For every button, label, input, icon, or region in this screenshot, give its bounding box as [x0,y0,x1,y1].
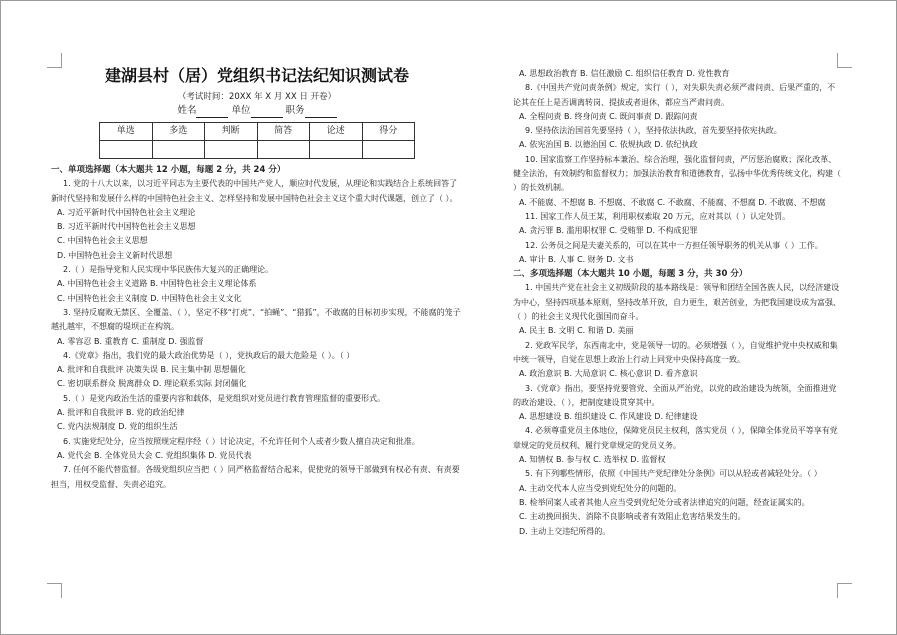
question-text: 3.《党章》指出，要坚持党要管党、全面从严治党，以党的政治建设为统领，全面推进党的政治建设、（ ），把制度建设贯穿其中。 [513,383,837,407]
exam-info-line [51,104,463,118]
question-text: 8.《中国共产党问责条例》规定，实行（ ），对失职失责必须严肃问责、后果严重的，不论其在任上是否调离转岗、提拔或者退休，都应当严肃问责。 [513,83,836,107]
question-text: 3. 坚持反腐败无禁区、全覆盖、（ ），坚定不移“打虎”、“拍蝇”、“猎狐”，不敢腐的目标初步实现，不能腐的笼子越扎越牢，不想腐的堤坝正在构筑。 [51,307,461,332]
score-header-cell: 单选 [100,123,153,141]
score-value-cell [100,141,153,159]
crop-mark-bottom-left [47,583,62,598]
answer-options: A. 思想政治教育 B. 信任激励 C. 组织信任教育 D. 党性教育 [519,69,730,78]
answer-options: A. 思想建设 B. 组织建设 C. 作风建设 D. 纪律建设 [519,412,698,422]
score-header-cell: 判断 [205,123,258,141]
question-text: 2. 党政军民学，东西南北中，党是领导一切的。必须增强（ ），自觉维护党中央权威和集中统一领导，自觉在思想上政治上行动上同党中央保持高度一致。 [513,340,838,364]
answer-options: A. 民主 B. 文明 C. 和谐 D. 美丽 [519,326,634,336]
question-text: 12. 公务员之间是夫妻关系的，可以在其中一方担任领导职务的机关从事（ ）工作。 [525,240,823,250]
post-blank [305,108,337,118]
question-text: 10. 国家监察工作坚持标本兼治、综合治理，强化监督问责，严厉惩治腐败；深化改革、健全法治，有效制约和监督权力；加强法治教育和道德教育，弘扬中华优秀传统文化，构建（ ）的长效机制。 [513,154,841,193]
question-text: 6. 实施党纪处分，应当按照规定程序经（ ）讨论决定，不允许任何个人或者少数人擅自决定和批准。 [63,436,420,446]
score-header-cell: 多选 [152,123,205,141]
score-value-cell [152,141,205,159]
name-blank [196,108,228,118]
question-text: 4. 必须尊重党员主体地位，保障党员民主权利，落实党员（ ），保障全体党员平等享有党章规定的党员权利、履行党章规定的党员义务。 [513,426,838,450]
answer-options: A. 零容忍 B. 重教育 C. 重制度 D. 强监督 [57,336,204,346]
answer-options: C. 党内法规制度 D. 党的组织生活 [57,422,178,432]
question-text: 4.《党章》指出，我们党的最大政治优势是（ ），党执政后的最大危险是（ ）。（ ） [63,350,355,360]
answer-options: A. 中国特色社会主义道路 B. 中国特色社会主义理论体系 [57,279,257,289]
score-table-value-row [100,141,415,159]
left-column [51,65,463,492]
section-heading: 二、多项选择题（本大题共 10 小题，每题 3 分，共 30 分） [513,269,748,280]
score-value-cell [205,141,258,159]
score-value-cell [362,141,415,159]
answer-options: A. 主动交代本人应当受到党纪处分的问题的。 [519,483,682,493]
score-header-cell: 论述 [310,123,363,141]
answer-options: A. 政治意识 B. 大局意识 C. 核心意识 D. 看齐意识 [519,369,698,379]
crop-mark-bottom-right [837,583,852,598]
answer-options: C. 中国特色社会主义制度 D. 中国特色社会主义文化 [57,293,242,303]
question-text: 1. 党的十八大以来，以习近平同志为主要代表的中国共产党人，顺应时代发展，从理论和实践结合上系统回答了新时代坚持和发展什么样的中国特色社会主义、怎样坚持和发展中国特色社会主义这个重大时代课题，创立了（ ）。 [51,179,458,203]
question-text: 5. 有下列哪些情形，依照《中国共产党纪律处分条例》可以从轻或者减轻处分。（ ） [525,469,822,479]
answer-options: A. 党代会 B. 全体党员大会 C. 党组织集体 D. 党员代表 [57,450,252,460]
score-value-cell [257,141,310,159]
question-text: 1. 中国共产党在社会主义初级阶段的基本路线是：领导和团结全国各族人民，以经济建设为中心，坚持四项基本原则，坚持改革开放，自力更生，艰苦创业，为把我国建设成为富强、（ ）的社会主义现代化强国而奋斗。 [513,283,841,322]
unit-label: 单位 [231,105,251,116]
answer-options: D. 中国特色社会主义新时代思想 [57,250,173,260]
answer-options: C. 中国特色社会主义思想 [57,236,148,246]
answer-options: D. 主动上交违纪所得的。 [519,526,611,536]
name-label: 姓名 [177,105,197,116]
unit-blank [251,108,283,118]
answer-options: A. 批评和自我批评 决策失误 B. 民主集中制 思想僵化 [57,365,246,375]
question-text: 2.（ ）是指导党和人民实现中华民族伟大复兴的正确理论。 [63,265,274,275]
answer-options: A. 审计 B. 人事 C. 财务 D. 文书 [519,254,634,264]
answer-options: A. 全程问责 B. 终身问责 C. 既问事责 D. 跟踪问责 [519,111,698,121]
question-text: 5.（ ）是党内政治生活的重要内容和载体，是党组织对党员进行教育管理监督的重要形式。 [63,393,386,403]
answer-options: A. 习近平新时代中国特色社会主义理论 [57,207,196,217]
answer-options: B. 检举同案人或者其他人应当受到党纪处分或者法律追究的问题，经查证属实的。 [519,497,810,507]
right-question-list [513,67,843,539]
section-heading: 一、单项选择题（本大题共 12 小题，每题 2 分，共 24 分） [51,165,286,175]
left-question-list [51,163,463,492]
score-table [99,122,415,159]
question-text: 9. 坚持依法治国首先要坚持（ ），坚持依法执政，首先要坚持依宪执政。 [525,126,782,136]
score-table-header-row [100,123,415,141]
answer-options: C. 密切联系群众 脱离群众 D. 理论联系实际 封闭僵化 [57,379,247,389]
answer-options: B. 习近平新时代中国特色社会主义思想 [57,222,196,232]
crop-mark-top-right [837,53,852,68]
answer-options: A. 依宪治国 B. 以德治国 C. 依规执政 D. 依纪执政 [519,140,698,150]
question-text: 7. 任何不能代替监督。各级党组织应当把（ ）同严格监督结合起来，促使党的领导干部做到有权必有责、有责要担当，用权受监督、失责必追究。 [51,465,460,489]
exam-title: 建湖县村（居）党组织书记法纪知识测试卷 [104,66,409,85]
score-value-cell [310,141,363,159]
score-header-cell: 简答 [257,123,310,141]
answer-options: A. 批评和自我批评 B. 党的政治纪律 [57,408,185,418]
answer-options: A. 知情权 B. 参与权 C. 选举权 D. 监督权 [519,455,666,465]
answer-options: C. 主动挽回损失、消除不良影响或者有效阻止危害结果发生的。 [519,512,746,522]
score-header-cell: 得分 [362,123,415,141]
question-text: 11. 国家工作人员王某，利用职权索取 20 万元，应对其以（ ）认定处罚。 [525,211,791,221]
right-column [513,67,843,539]
post-label: 职务 [285,105,305,116]
answer-options: A. 贪污罪 B. 滥用职权罪 C. 受贿罪 D. 不构成犯罪 [519,226,698,236]
answer-options: A. 不能腐、不想腐 B. 不想腐、不敢腐 C. 不敢腐、不能腐、不想腐 D. 不敢腐、不想腐 [519,197,826,207]
exam-subtitle: （考试时间：20XX 年 X 月 XX 日 开卷） [177,92,337,102]
